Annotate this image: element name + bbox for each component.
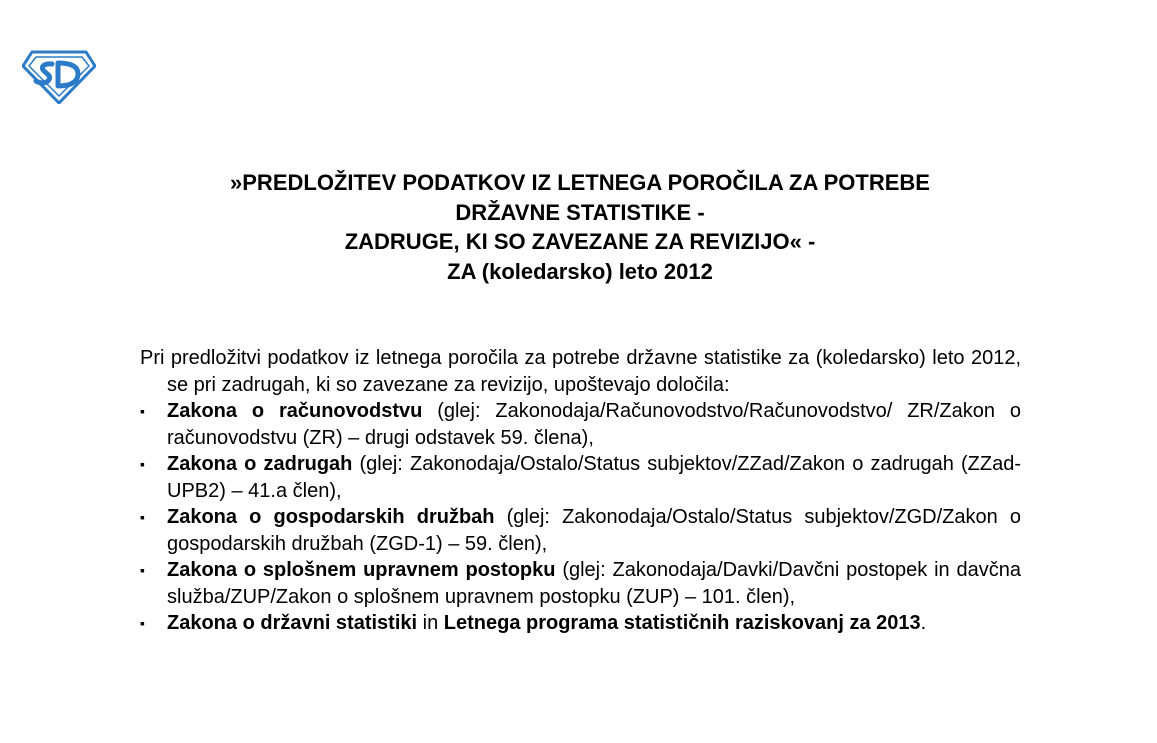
bullet-icon: ▪ bbox=[140, 456, 145, 472]
law-name: Zakona o računovodstvu bbox=[167, 400, 423, 422]
connector-text: in bbox=[417, 612, 444, 634]
title-line-2: DRŽAVNE STATISTIKE - bbox=[455, 199, 705, 225]
law-reference: (glej: Zakonodaja/Ostalo/Status subjektov/ZGD/Zakon o gospodarskih družbah (ZGD-1) – 59. člen), bbox=[167, 506, 1021, 555]
bullet-icon: ▪ bbox=[140, 615, 145, 631]
law-reference: (glej: Zakonodaja/Ostalo/Status subjektov/ZZad/Zakon o zadrugah (ZZad-UPB2) – 41.a člen), bbox=[167, 453, 1022, 502]
title-line-3: ZADRUGE, KI SO ZAVEZANE ZA REVIZIJO« - bbox=[344, 229, 816, 254]
list-item bbox=[140, 610, 1021, 637]
program-name: Letnega programa statističnih raziskovanj za 2013 bbox=[443, 612, 921, 634]
bullet-icon: ▪ bbox=[140, 403, 145, 419]
title-line-4: ZA (koledarsko) leto 2012 bbox=[447, 258, 713, 284]
list-item bbox=[140, 557, 1021, 610]
law-name: Zakona o splošnem upravnem postopku bbox=[167, 559, 556, 581]
bullet-icon: ▪ bbox=[140, 562, 145, 578]
list-item bbox=[140, 451, 1021, 504]
end-punctuation: . bbox=[920, 612, 927, 634]
law-name-statistics: Zakona o državni statistiki bbox=[167, 612, 418, 634]
list-item bbox=[140, 398, 1021, 451]
title-line-1: »PREDLOŽITEV PODATKOV IZ LETNEGA POROČILA ZA POTREBE bbox=[230, 170, 930, 195]
intro-paragraph: Pri predložitvi podatkov iz letnega poročila za potrebe državne statistike za (koledarsko) leto 2012, se pri zadrugah, ki so zavezane za revizijo, upoštevajo določila: bbox=[140, 347, 1021, 396]
law-name: Zakona o zadrugah bbox=[167, 453, 353, 475]
list-item bbox=[140, 504, 1021, 557]
sd-logo bbox=[22, 50, 96, 104]
law-list bbox=[140, 398, 1021, 637]
law-reference: (glej: Zakonodaja/Davki/Davčni postopek in davčna služba/ZUP/Zakon o splošnem upravnem postopku (ZUP) – 101. člen), bbox=[167, 559, 1022, 608]
document-title bbox=[100, 168, 1060, 286]
sd-logo-icon bbox=[22, 50, 96, 104]
document-body bbox=[140, 345, 1021, 637]
law-name: Zakona o gospodarskih družbah bbox=[167, 506, 495, 528]
law-reference: (glej: Zakonodaja/Računovodstvo/Računovodstvo/ ZR/Zakon o računovodstvu (ZR) – drugi odstavek 59. člena), bbox=[167, 400, 1021, 449]
bullet-icon: ▪ bbox=[140, 509, 145, 525]
